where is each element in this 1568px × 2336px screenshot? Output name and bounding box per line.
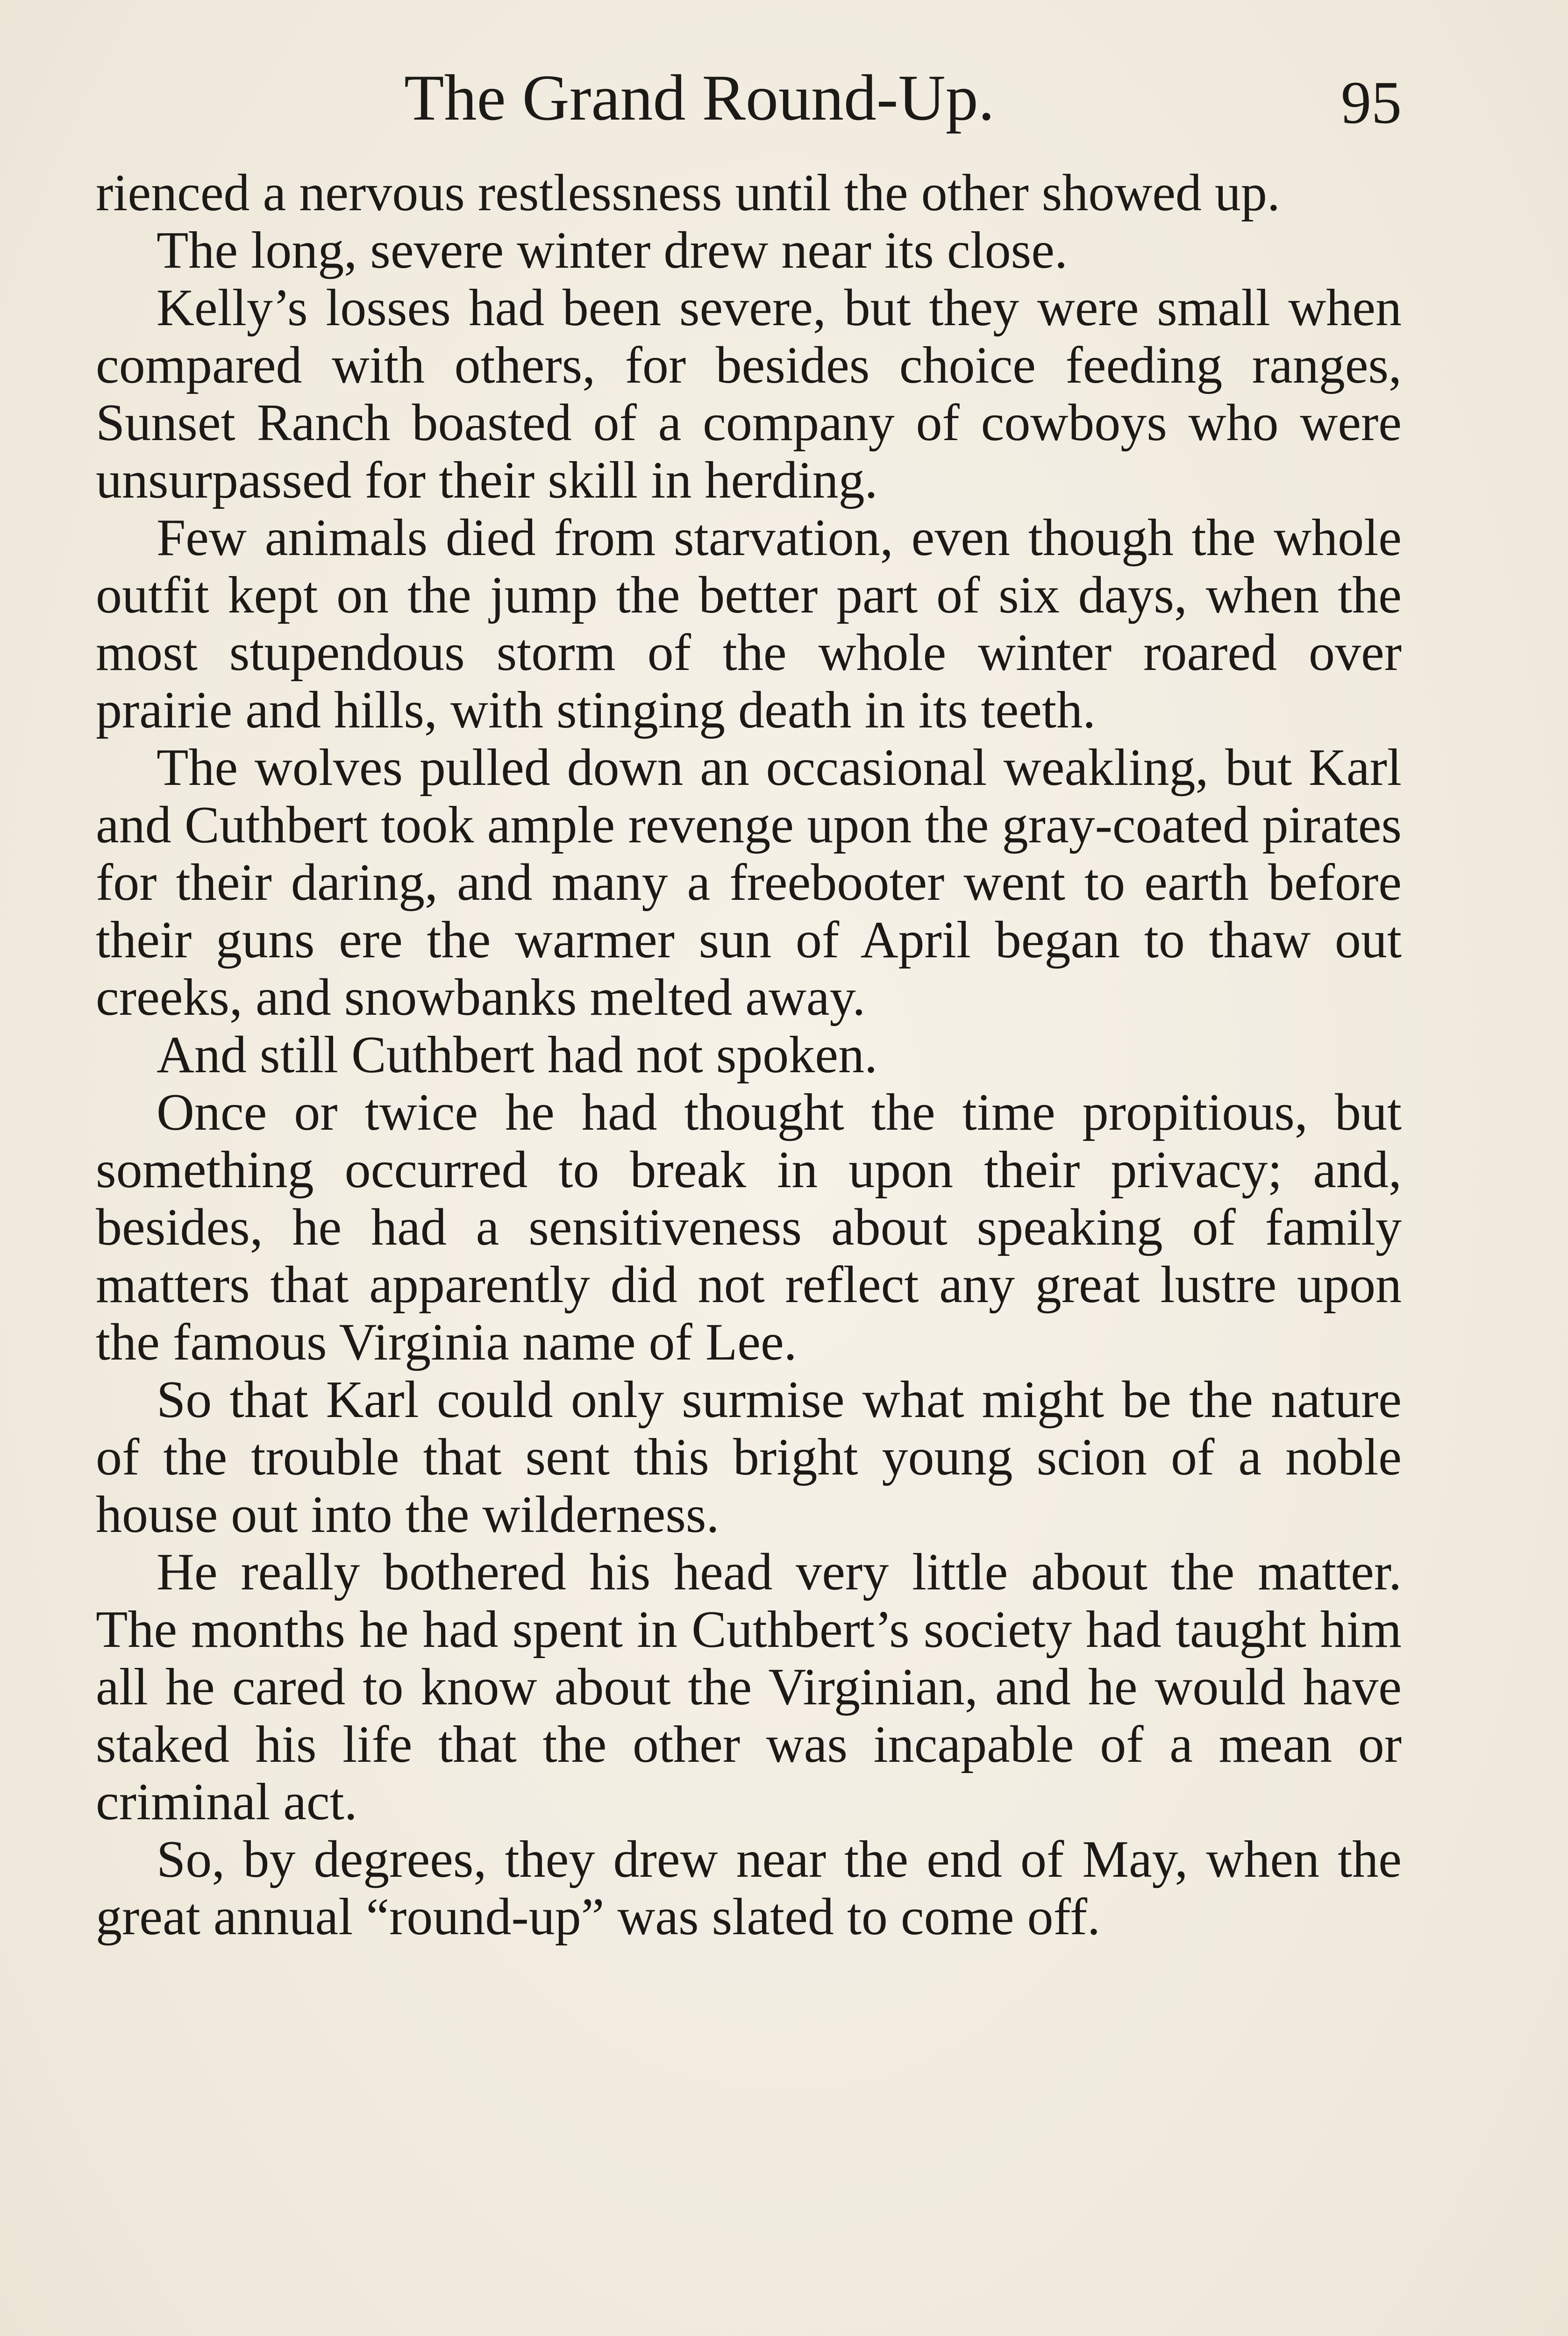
paragraph-1: rienced a nervous restlessness until the other showed up. — [96, 164, 1280, 222]
paragraph-8: So that Karl could only surmise what might be the nature of the trouble that sent this bright young scion of a noble house out into the wilderness. — [96, 1371, 1402, 1544]
paragraph-7: Once or twice he had thought the time propitious, but something occurred to break in upon their privacy; and, besides, he had a sensitiveness about speaking of family matters that apparently did not reflect any great lustre upon the famous Virginia name of Lee. — [96, 1083, 1402, 1371]
body-text — [96, 164, 1402, 1946]
paragraph-9: He really bothered his head very little about the matter. The months he had spent in Cuthbert’s society had taught him all he cared to know about the Virginian, and he would have staked his life that the other was incapable of a mean or criminal act. — [96, 1543, 1402, 1831]
page-number: 95 — [1341, 69, 1402, 136]
paragraph-3: Kelly’s losses had been severe, but they were small when compared with others, for besides choice feeding ranges, Sunset Ranch boasted of a company of cowboys who were unsurpassed for their skill in herding. — [96, 279, 1402, 509]
running-header — [96, 51, 1402, 145]
paragraph-4: Few animals died from starvation, even though the whole outfit kept on the jump the better part of six days, when the most stupendous storm of the whole winter roared over prairie and hills, with stinging death in its teeth. — [96, 509, 1402, 739]
paragraph-6: And still Cuthbert had not spoken. — [157, 1026, 878, 1084]
chapter-title: The Grand Round-Up. — [404, 62, 995, 134]
paragraph-5: The wolves pulled down an occasional weakling, but Karl and Cuthbert took ample revenge upon the gray-coated pirates for their daring, and many a freebooter went to earth before their guns ere the warmer sun of April began to thaw out creeks, and snowbanks melted away. — [96, 739, 1402, 1026]
paragraph-2: The long, severe winter drew near its close. — [157, 221, 1068, 279]
paragraph-10: So, by degrees, they drew near the end of May, when the great annual “round-up” was slated to come off. — [96, 1830, 1402, 1946]
